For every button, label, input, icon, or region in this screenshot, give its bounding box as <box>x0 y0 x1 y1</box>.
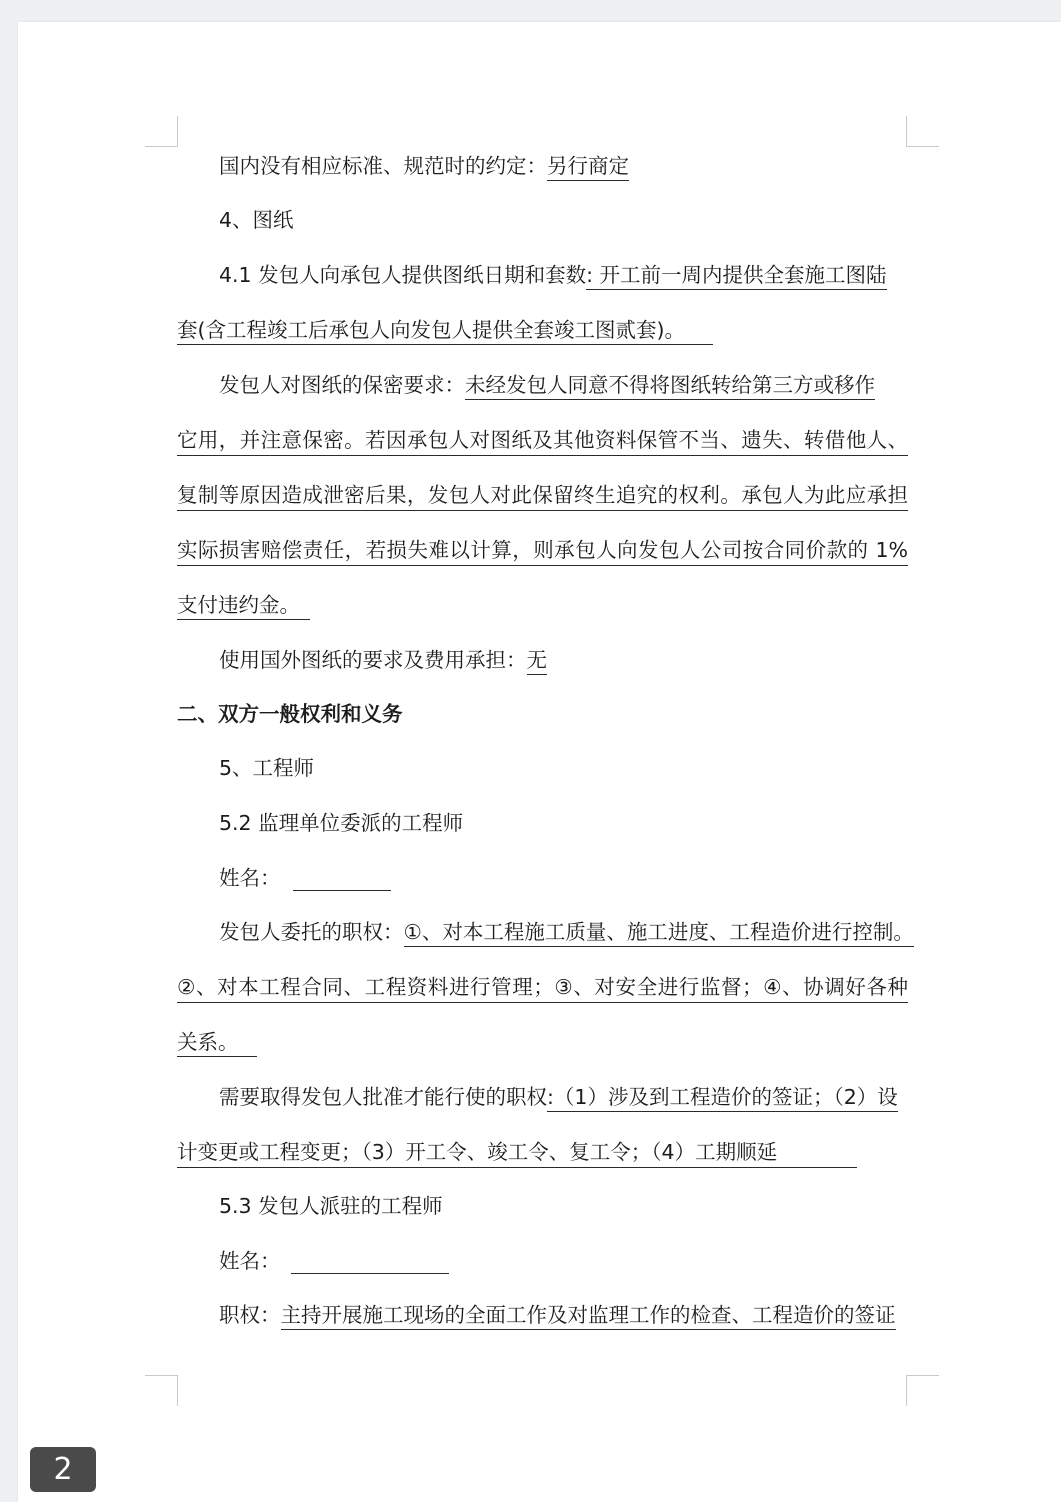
crop-mark-bottom-left <box>145 1375 178 1406</box>
confidentiality-label: 发包人对图纸的保密要求： <box>219 373 465 397</box>
employer-authority-label: 职权： <box>219 1303 281 1327</box>
paragraph-confidentiality-line3 <box>177 482 908 511</box>
approval-authority-label: 需要取得发包人批准才能行使的职权 <box>219 1085 547 1109</box>
supervisor-name-label: 姓名： <box>219 866 281 890</box>
paragraph-confidentiality-line4 <box>177 537 908 566</box>
drawing-supply-label: 4.1 发包人向承包人提供图纸日期和套数 <box>219 263 587 287</box>
heading-engineer: 5、工程师 <box>219 756 315 780</box>
confidentiality-text-5: 支付违约金。 <box>177 593 310 620</box>
confidentiality-text-3: 复制等原因造成泄密后果，发包人对此保留终生追究的权利。承包人为此应承担 <box>177 482 908 511</box>
paragraph-approval-authority-line2 <box>177 1139 857 1168</box>
foreign-drawings-value: 无 <box>527 648 548 675</box>
delegated-authority-label: 发包人委托的职权： <box>219 920 404 944</box>
foreign-drawings-label: 使用国外图纸的要求及费用承担： <box>219 648 527 672</box>
crop-mark-bottom-right <box>906 1375 939 1406</box>
approval-authority-text-2: 计变更或工程变更；（3）开工令、竣工令、复工令；（4）工期顺延 <box>177 1139 857 1168</box>
paragraph-delegated-authority-line2 <box>177 974 908 1003</box>
drawing-supply-value: : 开工前一周内提供全套施工图陆 <box>586 263 886 290</box>
delegated-authority-value: ①、对本工程施工质量、施工进度、工程造价进行控制。 <box>404 920 914 947</box>
paragraph-supervisor-name <box>219 865 391 891</box>
paragraph-confidentiality-line2 <box>177 427 908 456</box>
paragraph-employer-name <box>219 1248 449 1274</box>
paragraph-confidentiality-line5 <box>177 592 310 618</box>
paragraph-drawing-supply-cont <box>177 317 713 343</box>
standards-label: 国内没有相应标准、规范时的约定： <box>219 154 547 178</box>
standards-value: 另行商定 <box>547 154 629 181</box>
delegated-authority-text-3: 关系。 <box>177 1030 257 1057</box>
paragraph-standards <box>219 153 629 179</box>
crop-mark-top-right <box>906 116 939 147</box>
confidentiality-text-2: 它用，并注意保密。若因承包人对图纸及其他资料保管不当、遗失、转借他人、 <box>177 427 908 456</box>
confidentiality-text-4: 实际损害赔偿责任，若损失难以计算，则承包人向发包人公司按合同价款的 1% <box>177 537 908 566</box>
paragraph-delegated-authority <box>219 919 914 945</box>
employer-name-label: 姓名： <box>219 1249 281 1273</box>
drawing-supply-value-cont: 套(含工程竣工后承包人向发包人提供全套竣工图贰套)。 <box>177 318 713 345</box>
document-page <box>18 22 1061 1502</box>
paragraph-confidentiality <box>219 372 875 398</box>
confidentiality-value: 未经发包人同意不得将图纸转给第三方或移作 <box>465 373 875 400</box>
paragraph-drawing-supply <box>219 262 887 288</box>
crop-mark-top-left <box>145 116 178 147</box>
approval-authority-value: :（1）涉及到工程造价的签证；（2）设 <box>547 1085 898 1112</box>
paragraph-foreign-drawings <box>219 647 547 673</box>
delegated-authority-text-2: ②、对本工程合同、工程资料进行管理；③、对安全进行监督；④、协调好各种 <box>177 974 908 1003</box>
paragraph-approval-authority <box>219 1084 898 1110</box>
supervisor-name-blank <box>293 868 391 891</box>
paragraph-delegated-authority-line3 <box>177 1029 257 1055</box>
heading-supervisor-engineer: 5.2 监理单位委派的工程师 <box>219 811 464 835</box>
section-heading-rights: 二、双方一般权利和义务 <box>177 702 403 726</box>
heading-employer-engineer: 5.3 发包人派驻的工程师 <box>219 1194 443 1218</box>
paragraph-employer-authority <box>219 1302 896 1328</box>
employer-name-blank <box>291 1251 449 1274</box>
employer-authority-value: 主持开展施工现场的全面工作及对监理工作的检查、工程造价的签证 <box>281 1303 896 1330</box>
page-number-badge[interactable]: 2 <box>30 1447 96 1492</box>
heading-drawings: 4、图纸 <box>219 208 294 232</box>
